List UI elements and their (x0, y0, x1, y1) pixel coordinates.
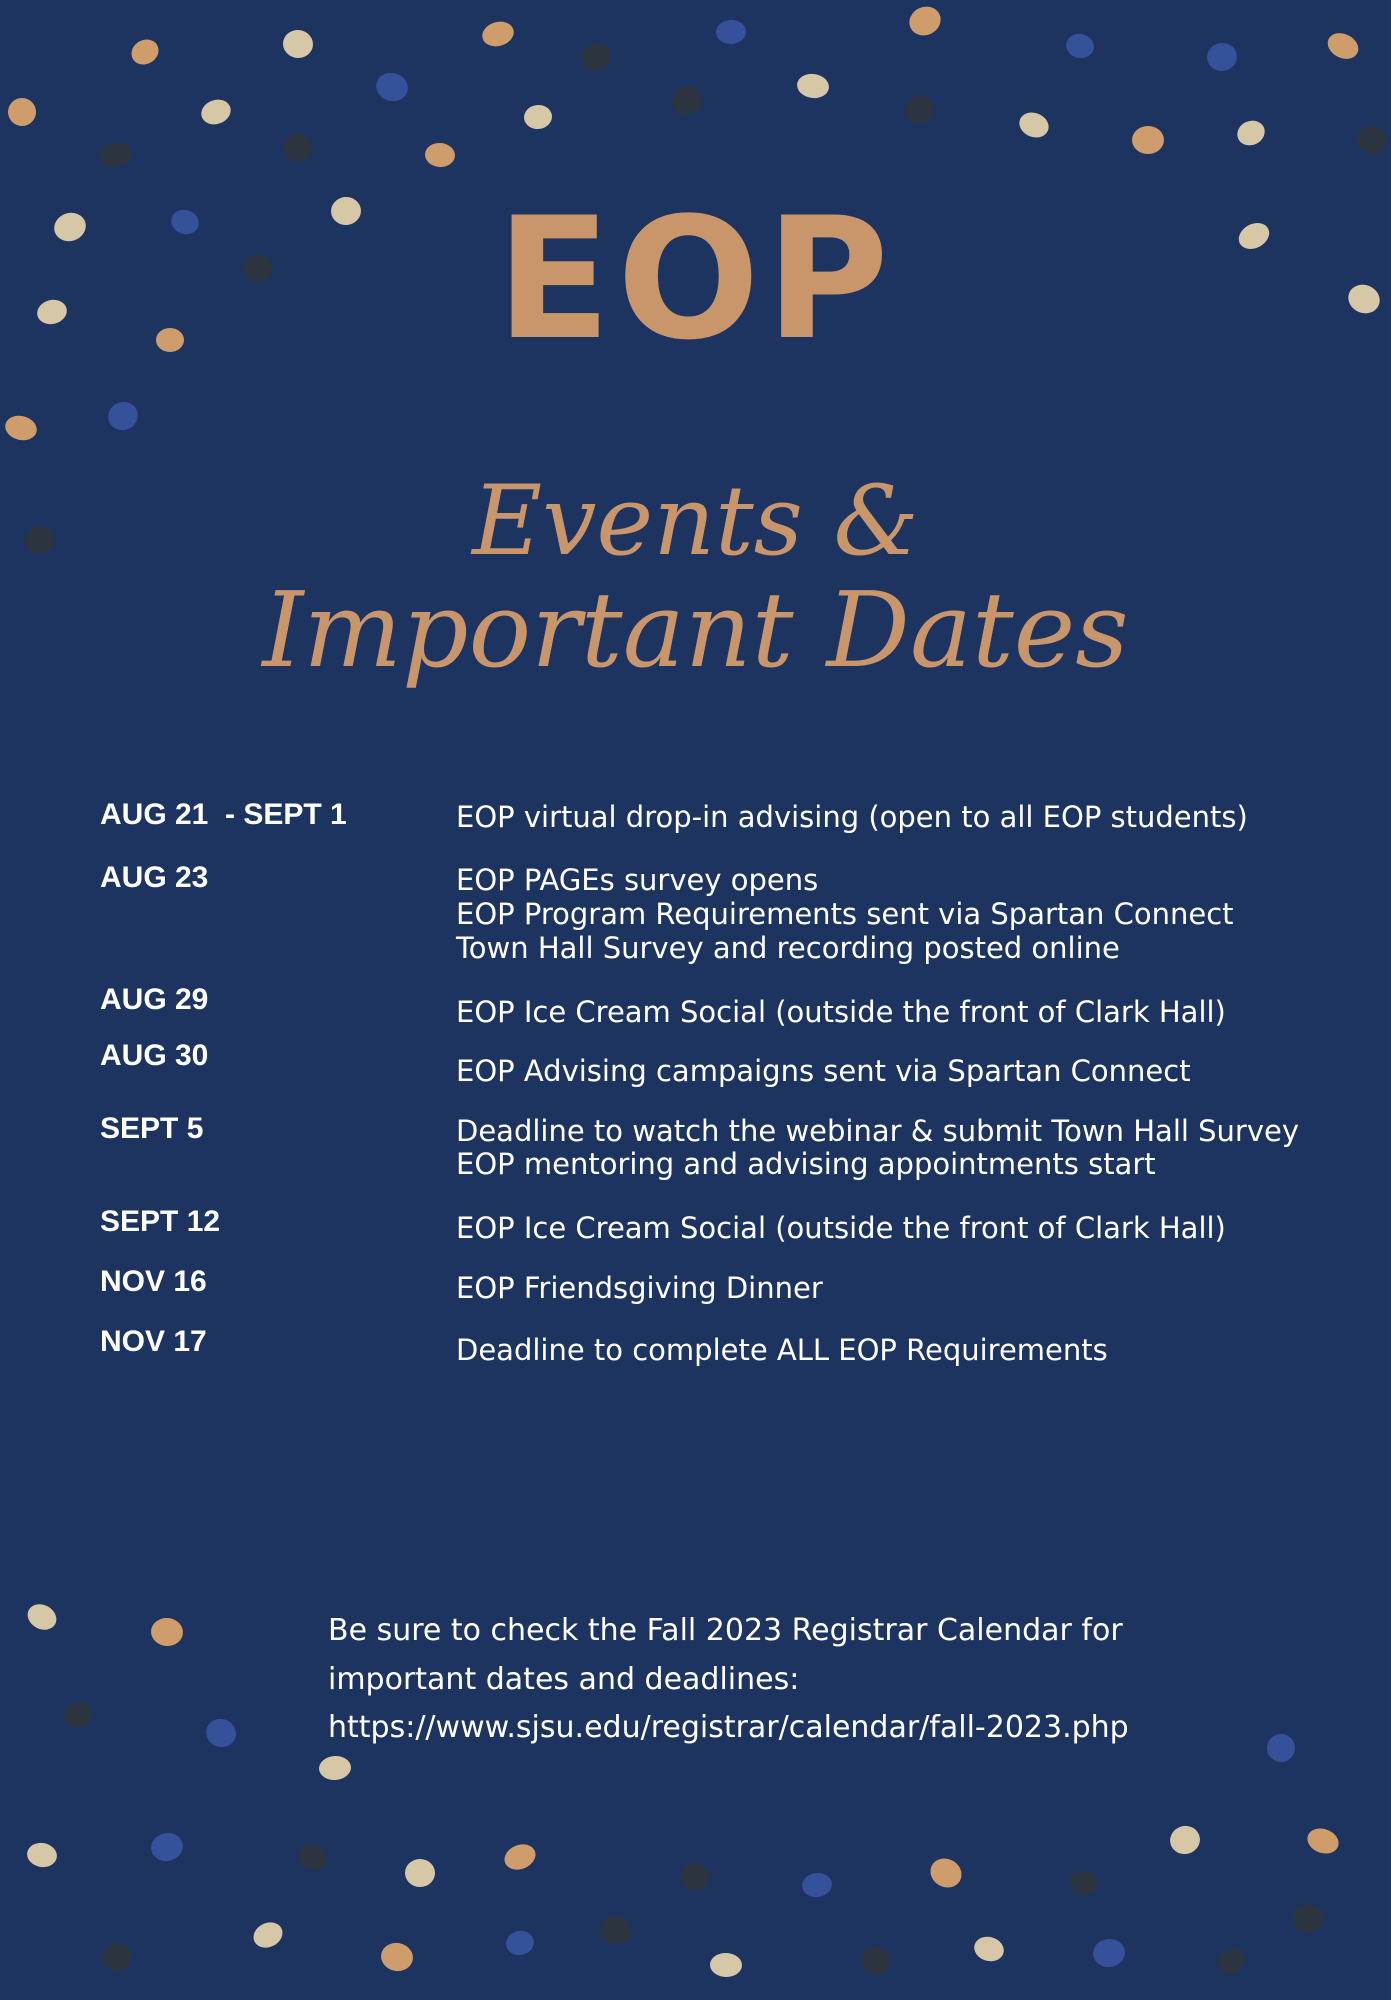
confetti-dot (667, 81, 707, 120)
confetti-dot (1091, 1937, 1126, 1969)
confetti-dot (504, 1928, 536, 1957)
confetti-dot (578, 39, 614, 75)
confetti-dot (903, 93, 937, 127)
schedule-events (456, 1038, 1191, 1089)
schedule-row (100, 1038, 1350, 1089)
event-item: Town Hall Survey and recording posted online (456, 930, 1120, 965)
confetti-dot (1205, 40, 1240, 73)
schedule-events (456, 1264, 823, 1306)
confetti-dot (678, 1860, 712, 1894)
confetti-dot (198, 96, 234, 129)
confetti-dot (373, 69, 412, 105)
confetti-dot (379, 1940, 416, 1974)
schedule-events (456, 1111, 1299, 1183)
events-schedule (100, 795, 1350, 1368)
confetti-dot (98, 140, 134, 169)
confetti-dot (1354, 123, 1390, 157)
confetti-dot (279, 129, 317, 167)
confetti-dot (1323, 28, 1362, 64)
confetti-dot (858, 1943, 894, 1979)
event-item: EOP Ice Cream Social (outside the front of Clark Hall) (456, 1211, 1226, 1246)
event-item: EOP Ice Cream Social (outside the front of Clark Hall) (456, 994, 1226, 1029)
confetti-dot (318, 1755, 352, 1781)
schedule-row (100, 1324, 1350, 1368)
confetti-dot (295, 1840, 330, 1873)
confetti-dot (102, 1942, 131, 1971)
confetti-dot (150, 1617, 184, 1648)
event-item: EOP virtual drop-in advising (open to all EOP students) (456, 800, 1248, 834)
confetti-dot (1069, 1870, 1099, 1897)
schedule-date: AUG 23 (100, 860, 209, 894)
schedule-row (100, 860, 1350, 966)
confetti-dot (405, 1859, 435, 1888)
subtitle-line-1: Events & (472, 465, 919, 577)
confetti-dot (1064, 31, 1096, 60)
schedule-date: SEPT 12 (100, 1205, 221, 1239)
confetti-dot (424, 142, 456, 168)
confetti-dot (596, 1911, 635, 1949)
confetti-dot (1016, 108, 1053, 141)
confetti-dot (3, 412, 40, 443)
registrar-note-line-2: important dates and deadlines: (328, 1661, 800, 1697)
schedule-row (100, 1264, 1350, 1306)
confetti-dot (479, 18, 516, 50)
poster-title: EOP (496, 181, 895, 377)
event-item: EOP mentoring and advising appointments start (456, 1147, 1156, 1182)
confetti-dot (1167, 1822, 1204, 1858)
confetti-dot (1213, 1944, 1249, 1979)
registrar-note-line-1: Be sure to check the Fall 2023 Registrar Calendar for (328, 1613, 1123, 1648)
schedule-date: SEPT 5 (100, 1111, 204, 1145)
confetti-dot (800, 1871, 833, 1899)
confetti-dot (23, 1599, 61, 1634)
confetti-dot (104, 397, 143, 434)
confetti-dot (716, 19, 747, 44)
schedule-date: NOV 16 (100, 1265, 207, 1299)
schedule-row (100, 1111, 1350, 1183)
event-item: EOP Advising campaigns sent via Spartan Connect (456, 1053, 1191, 1088)
confetti-dot (1291, 1903, 1324, 1934)
schedule-date: AUG 29 (100, 982, 209, 1016)
event-item: EOP Program Requirements sent via Spartan Connect (456, 896, 1234, 931)
confetti-dot (249, 1918, 286, 1953)
schedule-row (100, 1204, 1350, 1246)
confetti-dot (61, 1699, 95, 1730)
event-item: Deadline to complete ALL EOP Requirements (456, 1333, 1108, 1368)
subtitle-line-2: Important Dates (262, 568, 1129, 691)
confetti-dot (127, 35, 163, 70)
confetti-dot (971, 1933, 1006, 1964)
confetti-dot (710, 1952, 743, 1977)
confetti-dot (1233, 116, 1268, 149)
registrar-note (328, 1607, 1328, 1753)
schedule-events (456, 1204, 1226, 1246)
schedule-row (100, 982, 1350, 1030)
event-item: EOP PAGEs survey opens (456, 862, 819, 897)
schedule-events (456, 982, 1226, 1030)
schedule-date: AUG 30 (100, 1038, 209, 1072)
confetti-dot (925, 1853, 967, 1893)
confetti-dot (202, 1715, 239, 1751)
confetti-dot (905, 2, 946, 41)
confetti-dot (25, 1841, 59, 1870)
schedule-date: NOV 17 (100, 1325, 207, 1359)
schedule-events (456, 1324, 1108, 1368)
schedule-date: AUG 21 - SEPT 1 (100, 798, 347, 831)
confetti-dot (7, 97, 36, 126)
event-item: EOP Friendsgiving Dinner (456, 1271, 823, 1306)
confetti-dot (148, 1830, 185, 1864)
schedule-row (100, 795, 1350, 835)
registrar-calendar-url[interactable]: https://www.sjsu.edu/registrar/calendar/fall-2023.php (328, 1710, 1129, 1746)
confetti-dot (501, 1840, 540, 1874)
confetti-dot (1132, 126, 1164, 155)
confetti-dot (1304, 1824, 1342, 1857)
confetti-dot (795, 72, 830, 100)
schedule-events (456, 795, 1248, 835)
event-item: Deadline to watch the webinar & submit Town Hall Survey (456, 1113, 1300, 1148)
confetti-dot (523, 104, 553, 131)
schedule-events (456, 860, 1234, 966)
confetti-dot (281, 28, 314, 59)
poster-subtitle (0, 465, 1391, 691)
